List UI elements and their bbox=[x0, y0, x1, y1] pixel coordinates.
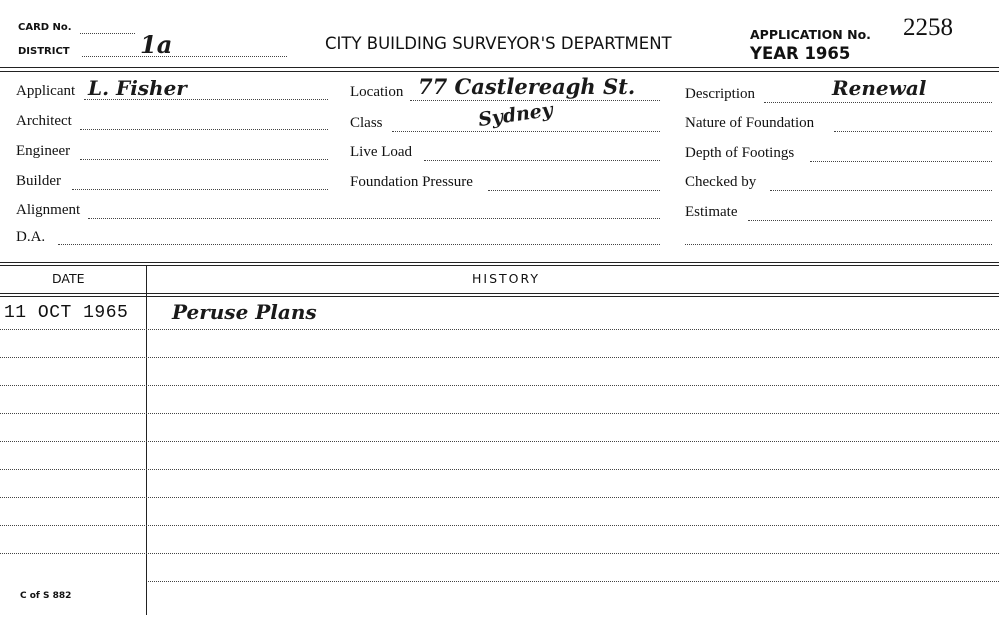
table-top-rule-1 bbox=[0, 262, 999, 263]
checked-by-label: Checked by bbox=[685, 174, 757, 190]
card-no-label: CARD No. bbox=[18, 22, 72, 33]
form-code: C of S 882 bbox=[20, 591, 72, 601]
table-row-line bbox=[0, 413, 999, 414]
table-row-line bbox=[0, 329, 999, 330]
date-header: DATE bbox=[52, 271, 85, 286]
builder-label: Builder bbox=[16, 173, 61, 189]
class-line bbox=[392, 131, 660, 132]
card-no-line bbox=[80, 33, 135, 34]
nature-of-foundation-line bbox=[834, 131, 992, 132]
department-title: CITY BUILDING SURVEYOR'S DEPARTMENT bbox=[325, 34, 672, 53]
estimate-line bbox=[748, 220, 992, 221]
class-label: Class bbox=[350, 115, 383, 131]
nature-of-foundation-label: Nature of Foundation bbox=[685, 115, 815, 131]
application-label: APPLICATION No. bbox=[750, 27, 871, 42]
table-row-line bbox=[0, 441, 999, 442]
engineer-label: Engineer bbox=[16, 143, 71, 159]
application-number: 2258 bbox=[903, 14, 953, 41]
table-row-line bbox=[0, 385, 999, 386]
history-entry-text: Peruse Plans bbox=[172, 300, 317, 324]
da-line bbox=[58, 244, 660, 245]
applicant-value: L. Fisher bbox=[88, 76, 187, 100]
live-load-line bbox=[424, 160, 660, 161]
location-value-city: Sydney bbox=[476, 98, 555, 132]
description-line bbox=[764, 102, 992, 103]
header-rule-1 bbox=[0, 67, 999, 68]
table-header-rule-2 bbox=[0, 296, 999, 297]
description-value: Renewal bbox=[832, 76, 927, 100]
builder-line bbox=[72, 189, 328, 190]
table-row-line bbox=[0, 469, 999, 470]
applicant-label: Applicant bbox=[16, 83, 76, 99]
estimate-label: Estimate bbox=[685, 204, 738, 220]
checked-by-line bbox=[770, 190, 992, 191]
header-rule-2 bbox=[0, 71, 999, 72]
live-load-label: Live Load bbox=[350, 144, 413, 160]
da-label: D.A. bbox=[16, 229, 46, 245]
table-row-line bbox=[0, 497, 999, 498]
architect-line bbox=[80, 129, 328, 130]
engineer-line bbox=[80, 159, 328, 160]
architect-label: Architect bbox=[16, 113, 72, 129]
table-header-rule-1 bbox=[0, 293, 999, 294]
depth-of-footings-label: Depth of Footings bbox=[685, 145, 795, 161]
foundation-pressure-line bbox=[488, 190, 660, 191]
table-row-line bbox=[0, 357, 999, 358]
location-label: Location bbox=[350, 84, 404, 100]
table-row-line bbox=[0, 525, 999, 526]
location-value-street: 77 Castlereagh St. bbox=[418, 74, 636, 99]
history-entry-date: 11 OCT 1965 bbox=[4, 303, 129, 323]
table-row-line bbox=[148, 581, 999, 582]
district-line bbox=[82, 56, 287, 57]
district-label: DISTRICT bbox=[18, 46, 70, 57]
year-label: YEAR 1965 bbox=[750, 44, 851, 63]
table-top-rule-2 bbox=[0, 265, 999, 266]
description-label: Description bbox=[685, 86, 755, 102]
extra-line bbox=[685, 244, 992, 245]
foundation-pressure-label: Foundation Pressure bbox=[350, 174, 473, 190]
depth-of-footings-line bbox=[810, 161, 992, 162]
alignment-label: Alignment bbox=[16, 202, 81, 218]
alignment-line bbox=[88, 218, 660, 219]
district-value: 1a bbox=[140, 30, 173, 59]
history-header: HISTORY bbox=[472, 271, 541, 286]
table-row-line bbox=[0, 553, 999, 554]
column-divider bbox=[146, 265, 147, 615]
